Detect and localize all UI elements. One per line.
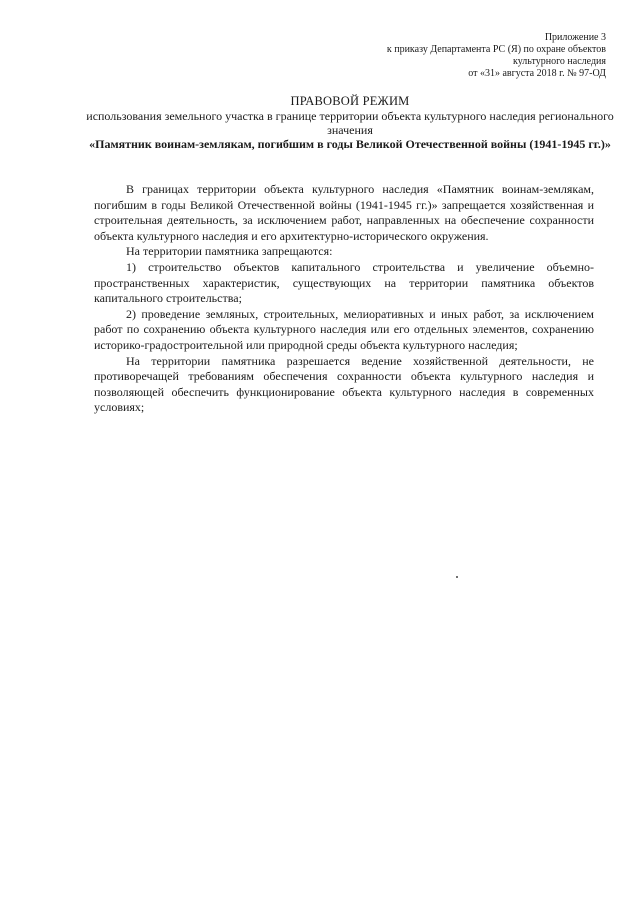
document-subtitle: использования земельного участка в границе территории объекта культурного наследия регионального значения: [86, 109, 614, 137]
scan-dot-mark: [456, 576, 458, 578]
appendix-order-date: от «31» августа 2018 г. № 97-ОД: [468, 68, 606, 79]
paragraph-prohibition-1: 1) строительство объектов капитального строительства и увеличение объемно-пространственных характеристик, существующих на территории памятника объектов капитального строительства;: [94, 259, 594, 306]
appendix-department: культурного наследия: [513, 56, 606, 67]
appendix-order-ref: к приказу Департамента РС (Я) по охране объектов: [386, 44, 606, 55]
paragraph-prohibitions-intro: На территории памятника запрещаются:: [126, 244, 333, 259]
heritage-object-name: «Памятник воинам-землякам, погибшим в годы Великой Отечественной войны (1941-1945 гг.)»: [89, 137, 611, 151]
document-body: [94, 182, 594, 416]
paragraph-prohibition-2: 2) проведение земляных, строительных, мелиоративных и иных работ, за исключением работ по сохранению объекта культурного наследия или его отдельных элементов, сохранению историко-градостроительной или природной среды объекта культурного наследия;: [94, 306, 594, 352]
paragraph-permitted-activity: На территории памятника разрешается ведение хозяйственной деятельности, не противоречащей требованиям обеспечения сохранности объекта культурного наследия и позволяющей обеспечить функционирование объекта культурного наследия в современных условиях;: [94, 353, 594, 415]
document-title: ПРАВОВОЙ РЕЖИМ: [290, 94, 410, 108]
paragraph-boundaries: В границах территории объекта культурного наследия «Памятник воинам-землякам, погибшим в годы Великой Отечественной войны (1941-1945 гг.)» запрещается хозяйственная и строительная деятельность, за исключением работ, направленных на обеспечение сохранности объекта культурного наследия и его архитектурно-исторического окружения.: [94, 182, 594, 243]
appendix-number: Приложение 3: [544, 32, 606, 43]
document-heading: [80, 94, 620, 151]
appendix-reference: [306, 32, 606, 80]
